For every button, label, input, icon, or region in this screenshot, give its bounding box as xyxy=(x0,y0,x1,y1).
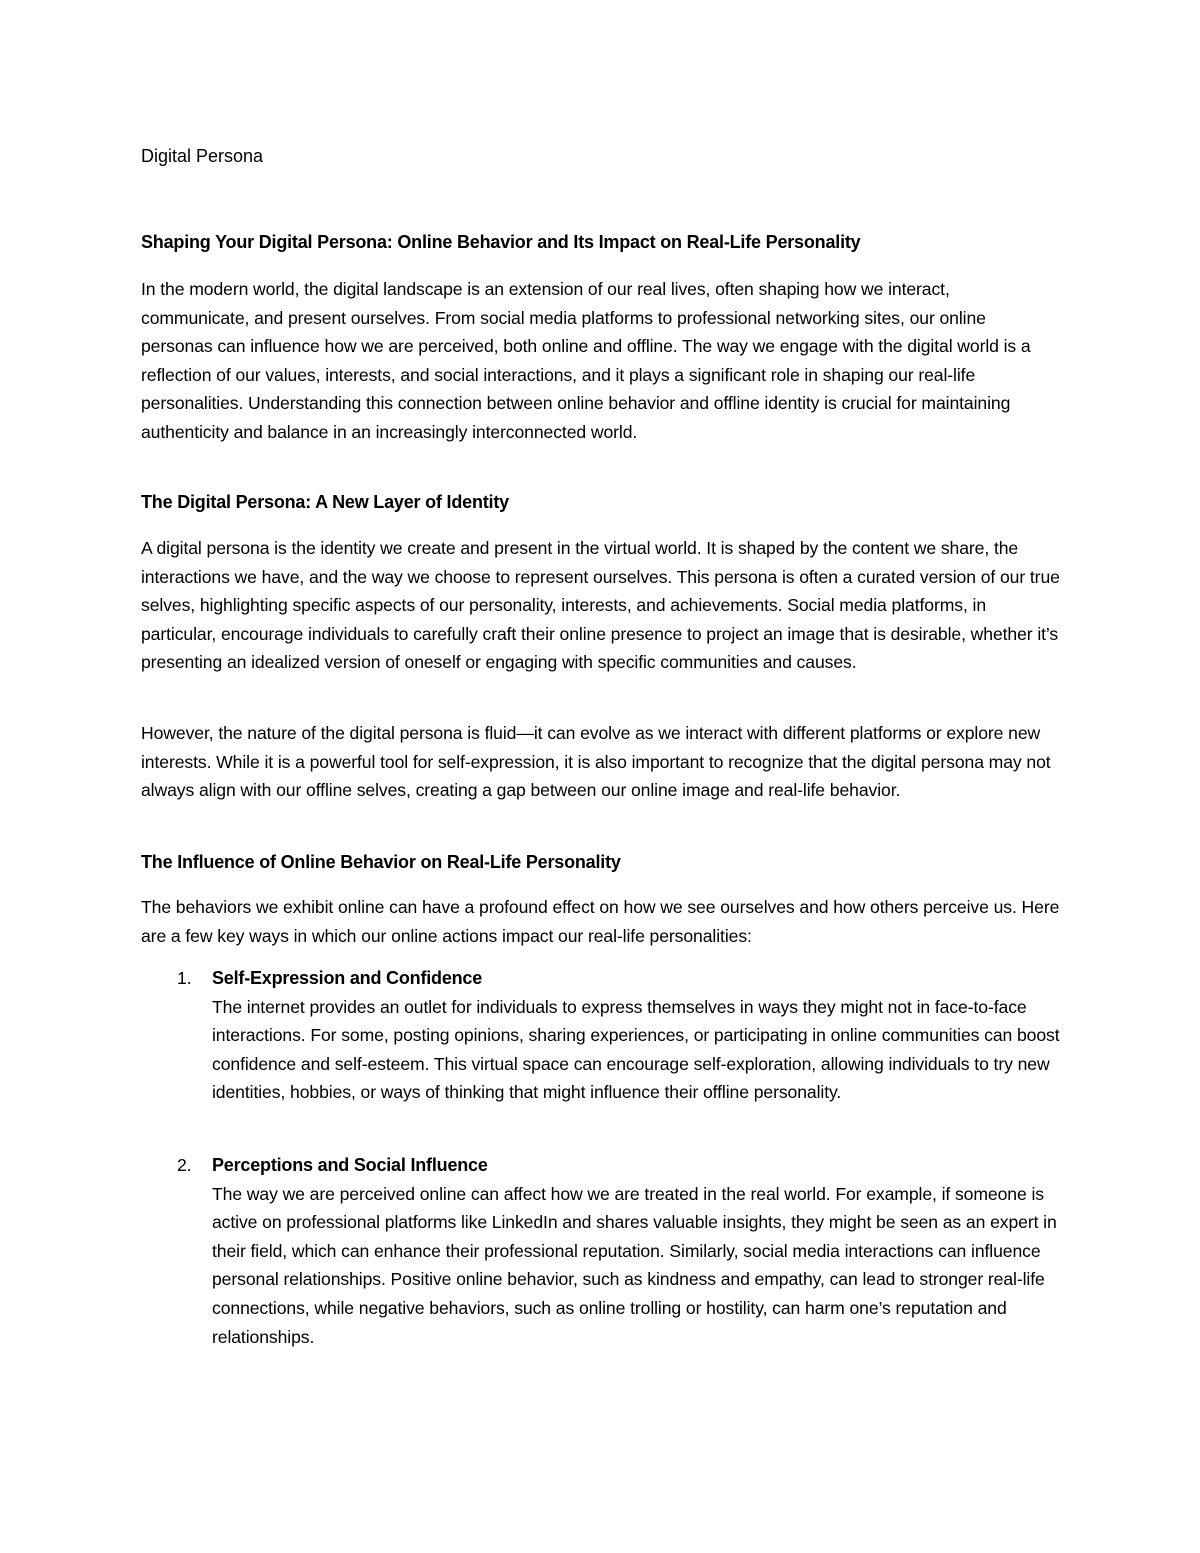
section-heading-digital-persona: The Digital Persona: A New Layer of Identity xyxy=(141,492,509,512)
list-item-number: 1. xyxy=(177,968,192,988)
list-item xyxy=(141,1151,1132,1351)
section-paragraph: However, the nature of the digital persona is fluid—it can evolve as we interact with different platforms or explore new interests. While it is a powerful tool for self-expression, it is also important to recognize that the digital persona may not always align with our offline selves, creating a gap between our online image and real-life behavior. xyxy=(141,723,1051,801)
section-paragraph: A digital persona is the identity we create and present in the virtual world. It is shaped by the content we share, the interactions we have, and the way we choose to represent ourselves. This persona is often a curated version of our true selves, highlighting specific aspects of our personality, interests, and achievements. Social media platforms, in particular, encourage individuals to carefully craft their online presence to project an image that is desirable, whether it’s presenting an idealized version of oneself or engaging with specific communities and causes. xyxy=(141,538,1060,673)
list-item-number: 2. xyxy=(177,1155,192,1175)
list-item-body: The internet provides an outlet for individuals to express themselves in ways they might not in face-to-face interactions. For some, posting opinions, sharing experiences, or participating in online communities can boost confidence and self-esteem. This virtual space can encourage self-exploration, allowing individuals to try new identities, hobbies, or ways of thinking that might influence their offline personality. xyxy=(212,996,1060,1103)
main-heading: Shaping Your Digital Persona: Online Behavior and Its Impact on Real-Life Personality xyxy=(141,232,861,252)
list-item-heading: Perceptions and Social Influence xyxy=(212,1155,488,1175)
section-paragraph: The behaviors we exhibit online can have a profound effect on how we see ourselves and how others perceive us. Here are a few key ways in which our online actions impact our real-life personalities: xyxy=(141,897,1060,946)
intro-paragraph: In the modern world, the digital landscape is an extension of our real lives, often shaping how we interact, communicate, and present ourselves. From social media platforms to professional networking sites, our online personas can influence how we are perceived, both online and offline. The way we engage with the digital world is a reflection of our values, interests, and social interactions, and it plays a significant role in shaping our real-life personalities. Understanding this connection between online behavior and offline identity is crucial for maintaining authenticity and balance in an increasingly interconnected world. xyxy=(141,279,1031,442)
list-item xyxy=(141,964,1132,1107)
list-item-heading: Self-Expression and Confidence xyxy=(212,968,483,988)
document-title: Digital Persona xyxy=(141,146,264,166)
section-heading-online-behavior: The Influence of Online Behavior on Real-Life Personality xyxy=(141,852,621,872)
list-item-body: The way we are perceived online can affect how we are treated in the real world. For example, if someone is active on professional platforms like LinkedIn and shares valuable insights, they might be seen as an expert in their field, which can enhance their professional reputation. Similarly, social media interactions can influence personal relationships. Positive online behavior, such as kindness and empathy, can lead to stronger real-life connections, while negative behaviors, such as online trolling or hostility, can harm one’s reputation and relationships. xyxy=(212,1183,1057,1347)
